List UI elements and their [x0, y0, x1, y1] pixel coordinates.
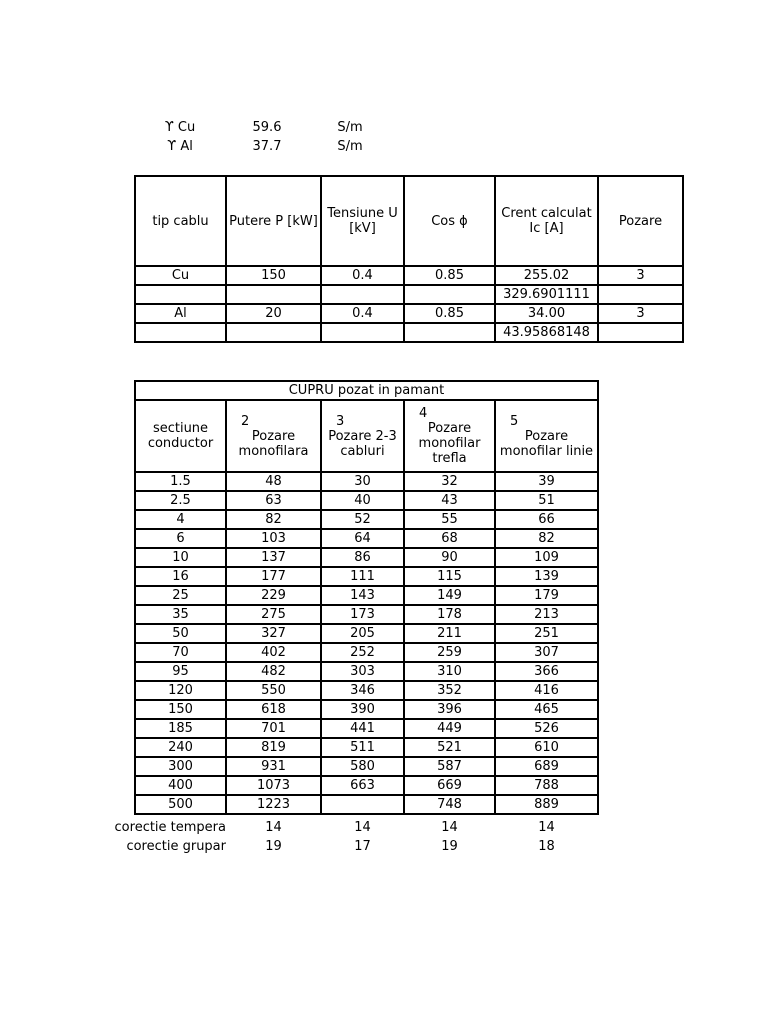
- column-number: 4: [419, 406, 428, 421]
- table-row: [135, 529, 598, 548]
- table-cell: 748: [404, 795, 495, 814]
- table-cell: 275: [226, 605, 321, 624]
- column-number: 3: [336, 413, 345, 429]
- table-cell: 3: [598, 266, 683, 285]
- constant-value: 37.7: [252, 139, 282, 154]
- table-row: [135, 643, 598, 662]
- table-cell: 329.6901111: [495, 285, 598, 304]
- table-cell: 526: [495, 719, 598, 738]
- table-row: [135, 624, 598, 643]
- table-cell: 2.5: [135, 491, 226, 510]
- table-cell: 400: [135, 776, 226, 795]
- table-row: [135, 795, 598, 814]
- column-label: Pozare 2-3 cabluri: [328, 428, 397, 459]
- table-cell: 500: [135, 795, 226, 814]
- table-row: [135, 304, 683, 323]
- table-row: [135, 510, 598, 529]
- header-cell: Putere P [kW]: [226, 176, 321, 266]
- table-row: [135, 719, 598, 738]
- table-cell: 4: [135, 510, 226, 529]
- table-cell: 70: [135, 643, 226, 662]
- table-cell: 205: [321, 624, 404, 643]
- table-cell: 307: [495, 643, 598, 662]
- table-cell: 259: [404, 643, 495, 662]
- constant-unit: S/m: [337, 139, 363, 154]
- table-cell: [226, 323, 321, 342]
- table-cell: 35: [135, 605, 226, 624]
- table-cell: 610: [495, 738, 598, 757]
- column-number: 2: [241, 413, 250, 429]
- table-row: [135, 681, 598, 700]
- correction-label: corectie grupar: [126, 839, 226, 854]
- table-cell: [321, 285, 404, 304]
- table-cell: 43: [404, 491, 495, 510]
- header-cell: Crent calculat Ic [A]: [495, 176, 598, 266]
- correction-value: 18: [538, 839, 555, 854]
- table-cell: 346: [321, 681, 404, 700]
- correction-label: corectie tempera: [114, 820, 226, 835]
- table-cell: 0.4: [321, 266, 404, 285]
- table-cell: 185: [135, 719, 226, 738]
- table-cell: 0.85: [404, 304, 495, 323]
- table-cell: 173: [321, 605, 404, 624]
- table-cell: 68: [404, 529, 495, 548]
- table-row: [135, 491, 598, 510]
- table-cell: 0.85: [404, 266, 495, 285]
- table-row: [135, 586, 598, 605]
- table-cell: 178: [404, 605, 495, 624]
- table-header-row: [135, 400, 598, 472]
- table-cell: 229: [226, 586, 321, 605]
- table-cell: [598, 285, 683, 304]
- column-number: 5: [510, 413, 519, 429]
- table-cell: 177: [226, 567, 321, 586]
- table-cell: 618: [226, 700, 321, 719]
- table-cell: 51: [495, 491, 598, 510]
- table-cell: 255.02: [495, 266, 598, 285]
- table-cell: 396: [404, 700, 495, 719]
- table-cell: 0.4: [321, 304, 404, 323]
- table-cell: 366: [495, 662, 598, 681]
- table-cell: [321, 323, 404, 342]
- table-cell: 390: [321, 700, 404, 719]
- table-cell: 90: [404, 548, 495, 567]
- table-cell: 550: [226, 681, 321, 700]
- table-row: [135, 757, 598, 776]
- cupru-table-body: [135, 472, 598, 814]
- table-cell: 143: [321, 586, 404, 605]
- constant-row-cu: [145, 119, 385, 137]
- table-cell: 16: [135, 567, 226, 586]
- table-cell: 580: [321, 757, 404, 776]
- header-cell: Pozare: [598, 176, 683, 266]
- table-title: CUPRU pozat in pamant: [135, 381, 598, 400]
- table-cell: 34.00: [495, 304, 598, 323]
- table-cell: 587: [404, 757, 495, 776]
- table-cell: [321, 795, 404, 814]
- correction-value: 17: [354, 839, 371, 854]
- table-cell: 511: [321, 738, 404, 757]
- table-cell: 149: [404, 586, 495, 605]
- table-cell: 701: [226, 719, 321, 738]
- table-cell: 179: [495, 586, 598, 605]
- table-cell: 303: [321, 662, 404, 681]
- table-cell: 416: [495, 681, 598, 700]
- header-cell: Tensiune U [kV]: [321, 176, 404, 266]
- correction-value: 14: [354, 820, 371, 835]
- table-cell: 889: [495, 795, 598, 814]
- table-cell: 150: [226, 266, 321, 285]
- table-cell: [226, 285, 321, 304]
- table-cell: 3: [598, 304, 683, 323]
- table-cell: 103: [226, 529, 321, 548]
- correction-value: 14: [265, 820, 282, 835]
- table-cell: 1073: [226, 776, 321, 795]
- table-row: [135, 700, 598, 719]
- table-cell: 48: [226, 472, 321, 491]
- correction-row-temperature: [0, 818, 600, 837]
- table-row: [135, 567, 598, 586]
- constant-symbol: ϒ Cu: [164, 120, 196, 135]
- table-cell: Al: [135, 304, 226, 323]
- table-cell: 39: [495, 472, 598, 491]
- correction-value: 19: [265, 839, 282, 854]
- table-cell: 521: [404, 738, 495, 757]
- table-header-row: [135, 176, 683, 266]
- table-cell: 931: [226, 757, 321, 776]
- table-cell: 352: [404, 681, 495, 700]
- calc-table-body: [135, 266, 683, 342]
- table-cell: 465: [495, 700, 598, 719]
- table-cell: 310: [404, 662, 495, 681]
- table-cell: 150: [135, 700, 226, 719]
- table-cell: 30: [321, 472, 404, 491]
- table-cell: 20: [226, 304, 321, 323]
- correction-row-grouping: [0, 837, 600, 856]
- table-cell: 669: [404, 776, 495, 795]
- header-cell: Cos ϕ: [404, 176, 495, 266]
- table-cell: 139: [495, 567, 598, 586]
- column-label: Pozare monofilara: [238, 428, 309, 459]
- table-cell: 300: [135, 757, 226, 776]
- table-cell: [135, 285, 226, 304]
- table-cell: 40: [321, 491, 404, 510]
- table-row: [135, 266, 683, 285]
- table-cell: [598, 323, 683, 342]
- constant-value: 59.6: [252, 120, 282, 135]
- table-cell: 82: [495, 529, 598, 548]
- table-cell: 64: [321, 529, 404, 548]
- constant-symbol: ϒ Al: [167, 139, 193, 154]
- table-cell: 1223: [226, 795, 321, 814]
- table-cell: 82: [226, 510, 321, 529]
- table-cell: 211: [404, 624, 495, 643]
- header-cell: [404, 400, 495, 472]
- header-cell: [495, 400, 598, 472]
- table-cell: 95: [135, 662, 226, 681]
- header-cell: [226, 400, 321, 472]
- table-cell: 663: [321, 776, 404, 795]
- header-cell: tip cablu: [135, 176, 226, 266]
- table-cell: 52: [321, 510, 404, 529]
- table-cell: 402: [226, 643, 321, 662]
- correction-value: 19: [441, 839, 458, 854]
- table-row: [135, 548, 598, 567]
- table-row: [135, 285, 683, 304]
- table-cell: 115: [404, 567, 495, 586]
- current-calculation-table: [134, 175, 684, 343]
- table-cell: 441: [321, 719, 404, 738]
- table-row: [135, 776, 598, 795]
- constant-unit: S/m: [337, 120, 363, 135]
- table-cell: 213: [495, 605, 598, 624]
- table-cell: [404, 323, 495, 342]
- table-cell: 32: [404, 472, 495, 491]
- table-title-row: [135, 381, 598, 400]
- table-cell: 43.95868148: [495, 323, 598, 342]
- table-cell: 788: [495, 776, 598, 795]
- cupru-ampacity-table: [134, 380, 599, 815]
- table-cell: 6: [135, 529, 226, 548]
- table-cell: [135, 323, 226, 342]
- table-cell: 252: [321, 643, 404, 662]
- table-row: [135, 472, 598, 491]
- table-cell: 689: [495, 757, 598, 776]
- table-cell: 137: [226, 548, 321, 567]
- table-row: [135, 662, 598, 681]
- table-cell: 251: [495, 624, 598, 643]
- table-cell: 1.5: [135, 472, 226, 491]
- table-cell: 10: [135, 548, 226, 567]
- table-cell: 86: [321, 548, 404, 567]
- column-label: Pozare monofilar linie: [499, 428, 594, 459]
- table-cell: 25: [135, 586, 226, 605]
- table-cell: 66: [495, 510, 598, 529]
- column-label: Pozare monofilar trefla: [418, 421, 481, 466]
- table-cell: 109: [495, 548, 598, 567]
- table-cell: 240: [135, 738, 226, 757]
- constant-row-al: [145, 138, 385, 156]
- header-cell-section: sectiune conductor: [135, 400, 226, 472]
- table-row: [135, 738, 598, 757]
- table-cell: 120: [135, 681, 226, 700]
- correction-value: 14: [538, 820, 555, 835]
- table-cell: 111: [321, 567, 404, 586]
- table-cell: [404, 285, 495, 304]
- table-cell: 50: [135, 624, 226, 643]
- table-cell: 55: [404, 510, 495, 529]
- table-cell: 327: [226, 624, 321, 643]
- table-cell: 449: [404, 719, 495, 738]
- table-cell: 482: [226, 662, 321, 681]
- correction-value: 14: [441, 820, 458, 835]
- table-row: [135, 323, 683, 342]
- table-cell: 63: [226, 491, 321, 510]
- table-cell: 819: [226, 738, 321, 757]
- table-cell: Cu: [135, 266, 226, 285]
- table-row: [135, 605, 598, 624]
- header-cell: [321, 400, 404, 472]
